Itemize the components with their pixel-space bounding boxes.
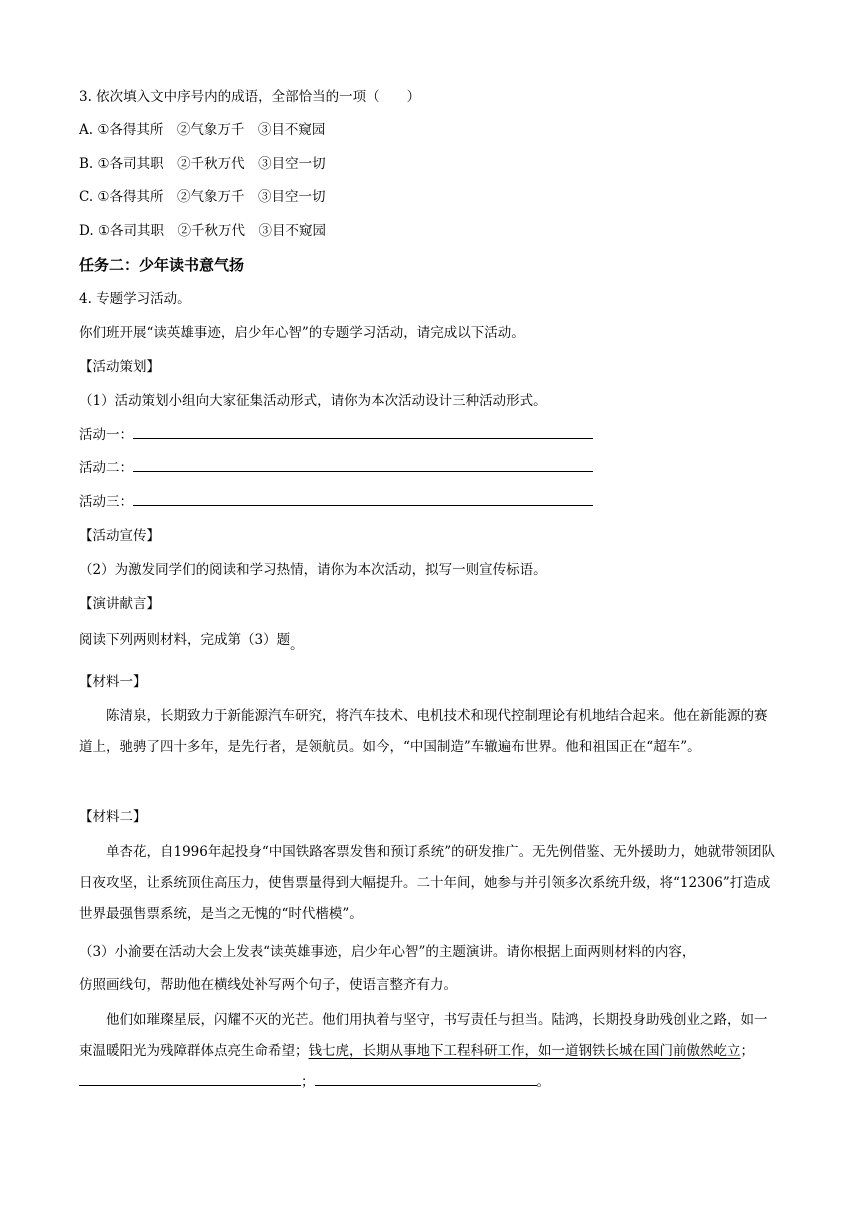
activity-1-row: [79, 426, 593, 444]
activity-1-label: 活动一：: [79, 427, 133, 443]
q3-speech-prompt-line1: （3）小渝要在活动大会上发表“读英雄事迹，启少年心智”的主题演讲。请你根据上面两则材料的内容，: [79, 944, 696, 960]
activity-2-row: [79, 459, 593, 477]
plan-header: 【活动策划】: [79, 359, 160, 375]
speech-separator-2: ；: [301, 1074, 315, 1090]
q4-stem: 4. 专题学习活动。: [79, 291, 191, 307]
speech-end-period: 。: [536, 1074, 550, 1090]
speech-paragraph: [79, 1005, 779, 1098]
promo-header: 【活动宣传】: [79, 528, 160, 544]
q4-intro: 你们班开展“读英雄事迹，启少年心智”的专题学习活动，请完成以下活动。: [79, 325, 525, 341]
q3-option-c: C. ①各得其所 ②气象万千 ③目空一切: [79, 189, 326, 205]
speech-blank-1[interactable]: [79, 1073, 301, 1086]
q3-option-d: D. ①各司其职 ②千秋万代 ③目不窥园: [79, 223, 327, 239]
q3-speech-prompt-line2: 仿照画线句，帮助他在横线处补写两个句子，使语言整齐有力。: [79, 977, 457, 993]
speech-blank-2[interactable]: [315, 1073, 537, 1086]
material-2-header: 【材料二】: [79, 809, 147, 825]
activity-3-blank[interactable]: [133, 493, 593, 506]
speech-separator-1: ；: [740, 1043, 754, 1059]
material-1-text: 陈清泉，长期致力于新能源汽车研究，将汽车技术、电机技术和现代控制理论有机地结合起来。他在新能源的赛道上，驰骋了四十多年，是先行者，是领航员。如今，“中国制造”车辙遍布世界。他和祖国正在“超车”。: [79, 708, 768, 755]
read-instruction-text: 阅读下列两则材料，完成第（3）题: [79, 632, 291, 648]
task2-title: 任务二：少年读书意气扬: [79, 256, 245, 274]
q3-option-a: A. ①各得其所 ②气象万千 ③目不窥园: [79, 122, 326, 138]
activity-2-label: 活动二：: [79, 460, 133, 476]
material-2-text: 单杏花，自1996年起投身“中国铁路客票发售和预订系统”的研发推广。无先例借鉴、无外援助力，她就带领团队日夜攻坚，让系统顶住高压力，使售票量得到大幅提升。二十年间，她参与并引领多次系统升级，将“12306”打造成世界最强售票系统，是当之无愧的“时代楷模”。: [79, 844, 776, 922]
promo-question: （2）为激发同学们的阅读和学习热情，请你为本次活动，拟写一则宣传标语。: [79, 562, 547, 578]
activity-3-label: 活动三：: [79, 494, 133, 510]
speech-header: 【演讲献言】: [79, 596, 160, 612]
read-instruction: [79, 631, 304, 653]
plan-question: （1）活动策划小组向大家征集活动形式，请你为本次活动设计三种活动形式。: [79, 393, 547, 409]
activity-3-row: [79, 493, 593, 511]
material-1-header: 【材料一】: [79, 674, 147, 690]
q3-stem: 3. 依次填入文中序号内的成语，全部恰当的一项（ ）: [79, 89, 421, 105]
speech-pre-text: 他们如璀璨星辰，闪耀不灭的光芒。他们用执着与坚守，书写责任与担当。陆鸿，长期投身助残创业之路，如一束温暖阳光为残障群体点亮生命希望；: [79, 1012, 768, 1059]
activity-1-blank[interactable]: [133, 426, 593, 439]
read-instruction-period: 。: [290, 637, 304, 653]
activity-2-blank[interactable]: [133, 459, 593, 472]
speech-underlined-sentence: 钱七虎，长期从事地下工程科研工作，如一道钢铁长城在国门前傲然屹立: [308, 1043, 741, 1059]
q3-option-b: B. ①各司其职 ②千秋万代 ③目空一切: [79, 156, 326, 172]
